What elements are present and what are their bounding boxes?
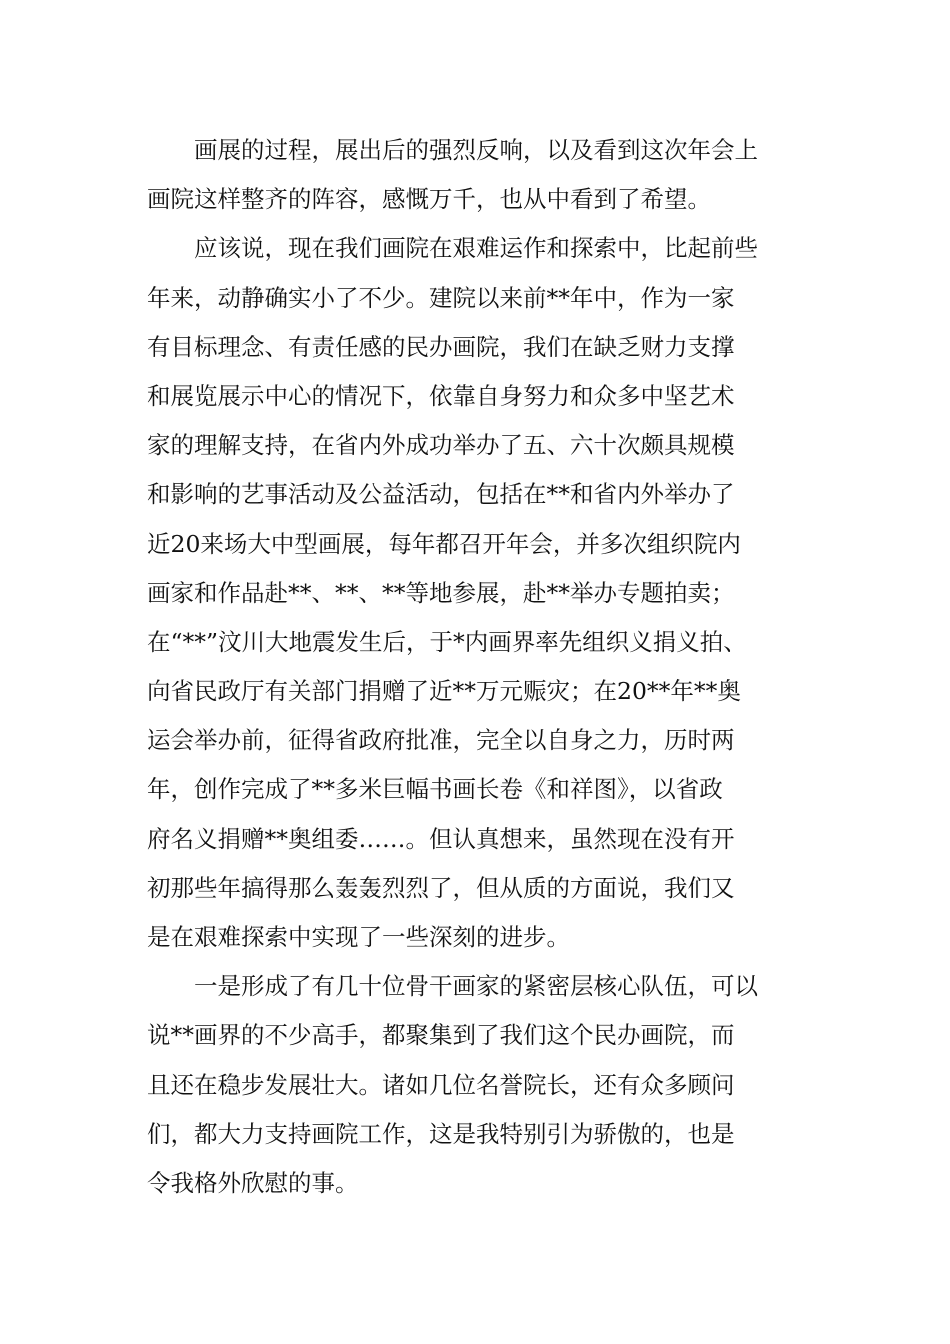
paragraph-first-line: 一是形成了有几十位骨干画家的紧密层核心队伍，可以	[194, 972, 758, 1001]
text-line: 向省民政厅有关部门捐赠了近**万元赈灾；在20**年**奥	[147, 677, 741, 706]
text-line: 说**画界的不少高手，都聚集到了我们这个民办画院，而	[147, 1021, 735, 1050]
text-line: 年来，动静确实小了不少。建院以来前**年中，作为一家	[147, 283, 735, 312]
text-line: 令我格外欣慰的事。	[147, 1168, 359, 1197]
text-line: 初那些年搞得那么轰轰烈烈了，但从质的方面说，我们又	[147, 873, 735, 902]
document-body	[147, 126, 827, 1208]
text-line: 近20来场大中型画展，每年都召开年会，并多次组织院内	[147, 529, 741, 558]
text-line: 画院这样整齐的阵容，感慨万千，也从中看到了希望。	[147, 185, 711, 214]
text-line: 和影响的艺事活动及公益活动，包括在**和省内外举办了	[147, 480, 735, 509]
text-line: 府名义捐赠**奥组委……。但认真想来，虽然现在没有开	[147, 824, 735, 853]
text-line: 年，创作完成了**多米巨幅书画长卷《和祥图》，以省政	[147, 775, 723, 804]
text-line: 和展览展示中心的情况下，依靠自身努力和众多中坚艺术	[147, 381, 735, 410]
text-line: 在“**”汶川大地震发生后，于*内画界率先组织义捐义拍、	[147, 627, 747, 656]
text-line: 有目标理念、有责任感的民办画院，我们在缺乏财力支撑	[147, 332, 735, 361]
text-line: 们，都大力支持画院工作，这是我特别引为骄傲的，也是	[147, 1119, 735, 1148]
text-line: 家的理解支持，在省内外成功举办了五、六十次颇具规模	[147, 431, 735, 460]
text-line: 画家和作品赴**、**、**等地参展，赴**举办专题拍卖；	[147, 578, 735, 607]
text-line: 是在艰难探索中实现了一些深刻的进步。	[147, 923, 570, 951]
paragraph-first-line: 画展的过程，展出后的强烈反响，以及看到这次年会上	[194, 136, 758, 164]
paragraph-first-line: 应该说，现在我们画院在艰难运作和探索中，比起前些	[194, 234, 758, 263]
text-line: 且还在稳步发展壮大。诸如几位名誉院长，还有众多顾问	[147, 1070, 735, 1099]
text-line: 运会举办前，征得省政府批准，完全以自身之力，历时两	[147, 726, 735, 755]
